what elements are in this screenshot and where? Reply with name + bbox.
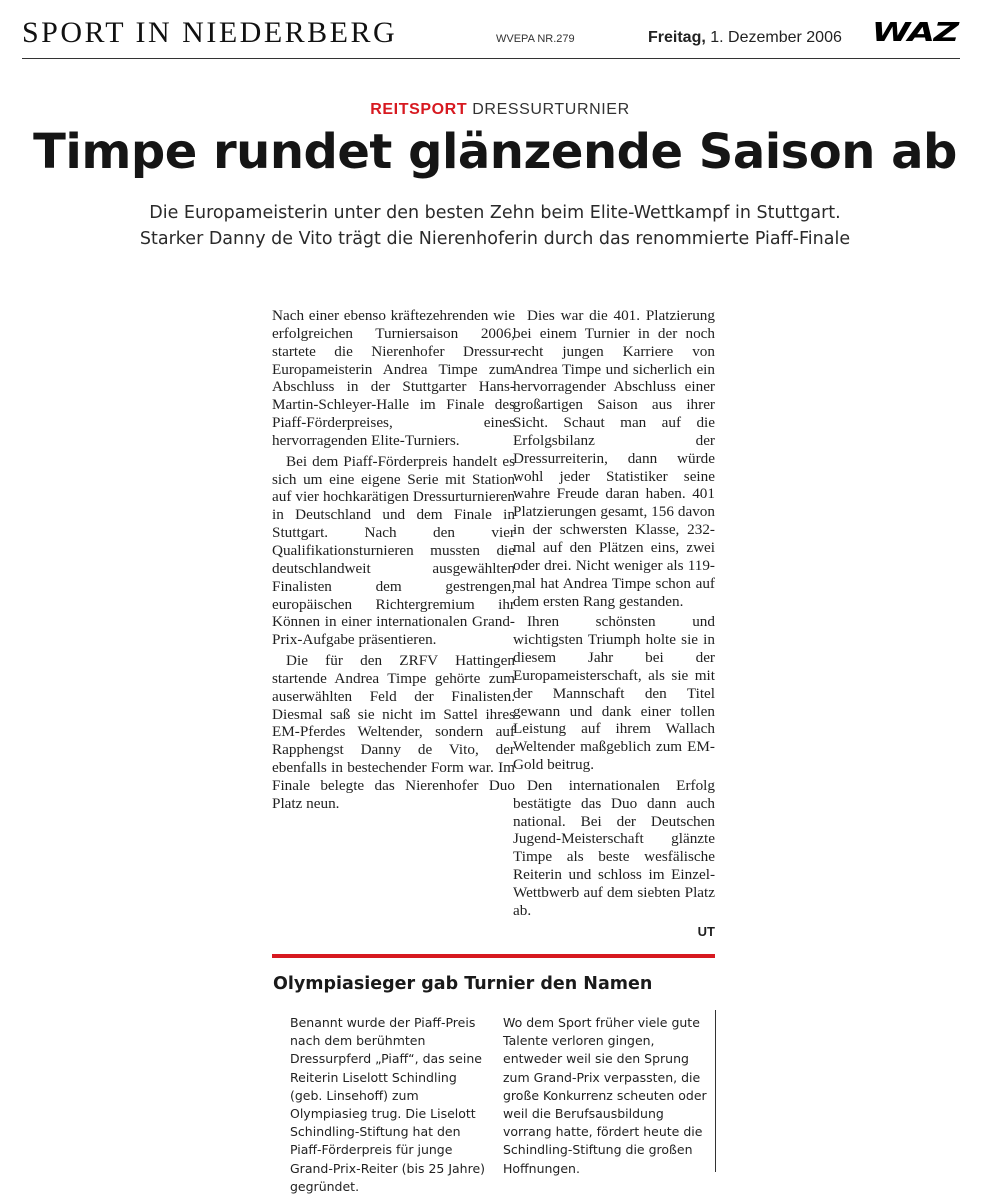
article-column-1 bbox=[272, 307, 515, 816]
author-byline: UT bbox=[697, 923, 715, 939]
date-day: Freitag, bbox=[648, 29, 706, 46]
box-paragraph: Benannt wurde der Piaff-Preis nach dem berühmten Dressurpferd „Piaff“, das seine Reiterin Liselott Schindling (geb. Linsehoff) zum Olympiasieg trug. Die Liselott Schindling-Stiftung hat den Piaff-Förderpreis für junge Grand-Prix-Reiter (bis 25 Jahre) gegründet. bbox=[290, 1015, 486, 1194]
article-subhead bbox=[0, 200, 990, 252]
newspaper-logo: WAZ bbox=[871, 18, 958, 48]
subhead-line-2: Starker Danny de Vito trägt die Nierenhoferin durch das renommierte Piaff-Finale bbox=[139, 229, 851, 249]
section-name: SPORT IN NIEDERBERG bbox=[22, 16, 398, 49]
kicker-topic: DRESSURTURNIER bbox=[472, 101, 630, 118]
box-column-2 bbox=[503, 1014, 707, 1178]
article-paragraph: Die für den ZRFV Hattingen startende Andrea Timpe gehörte zum auserwählten Feld der Finalisten. Diesmal saß sie nicht im Sattel ihres EM-Pferdes Weltender, sondern auf Rapphengst Danny de Vito, der ebenfalls in bestechender Form war. Im Finale belegte das Nierenhofer Duo Platz neun. bbox=[272, 652, 515, 812]
box-side-rule bbox=[715, 1010, 716, 1172]
article-paragraph: Ihren schönsten und wichtigsten Triumph holte sie in diesem Jahr bei der Europameisterschaft, als sie mit der Mannschaft den Titel gewann und dank einer tollen Leistung auf ihrem Wallach Weltender maßgeblich zum EM-Gold beitrug. bbox=[513, 613, 715, 774]
article-column-2 bbox=[513, 307, 715, 941]
publication-date bbox=[648, 29, 842, 47]
masthead bbox=[22, 14, 960, 59]
article-paragraph: Bei dem Piaff-Förderpreis handelt es sich um eine eigene Serie mit Station auf vier hochkarätigen Dressurturnieren in Deutschland und dem Finale in Stuttgart. Nach den vier Qualifikationsturnieren mussten die deutschlandweit ausgewählten Finalisten dem gestrengen, europäischen Richtergremium ihr Können in einer internationalen Grand-Prix-Aufgabe präsentieren. bbox=[272, 452, 515, 649]
article-paragraph: Dies war die 401. Platzierung bei einem Turnier in der noch recht jungen Karriere von Andrea Timpe und sicherlich ein hervorragender Abschluss einer großartigen Saison aus ihrer Sicht. Schaut man auf die Erfolgsbilanz der Dressurreiterin, dann würde wohl jeder Statistiker seine wahre Freude daran haben. 401 Platzierungen gesamt, 156 davon in der schwersten Klasse, 232-mal auf den Plätzen eins, zwei oder drei. Nicht weniger als 119-mal hat Andrea Timpe schon auf dem ersten Rang gestanden. bbox=[513, 307, 715, 610]
box-title: Olympiasieger gab Turnier den Namen bbox=[273, 974, 653, 994]
article-kicker bbox=[0, 101, 1000, 119]
article-paragraph: Nach einer ebenso kräftezehrenden wie erfolgreichen Turniersaison 2006, startete die Nierenhofer Dressur-Europameisterin Andrea Timpe zum Abschluss in der Stuttgarter Hans-Martin-Schleyer-Halle im Finale des Piaff-Förderpreises, eines hervorragenden Elite-Turniers. bbox=[272, 307, 515, 449]
subhead-line-1: Die Europameisterin unter den besten Zehn beim Elite-Wettkampf in Stuttgart. bbox=[149, 203, 841, 223]
box-divider-rule bbox=[272, 954, 715, 958]
box-paragraph: Wo dem Sport früher viele gute Talente verloren gingen, entweder weil sie den Sprung zum Grand-Prix verpassten, die große Konkurrenz scheuten oder weil die Berufsausbildung vorrang hatte, fördert heute die Schindling-Stiftung die großen Hoffnungen. bbox=[503, 1015, 707, 1176]
article-headline: Timpe rundet glänzende Saison ab bbox=[33, 124, 957, 180]
box-column-1 bbox=[290, 1014, 490, 1196]
kicker-category: REITSPORT bbox=[370, 101, 468, 118]
edition-code: WVEPA NR.279 bbox=[496, 33, 575, 45]
article-paragraph: Den internationalen Erfolg bestätigte das Duo dann auch national. Bei der Deutschen Jugend-Meisterschaft glänzte Timpe als beste wesfälische Reiterin und schloss im Einzel-Wettbwerb auf dem siebten Platz ab. bbox=[513, 776, 715, 919]
date-rest: 1. Dezember 2006 bbox=[705, 29, 842, 46]
